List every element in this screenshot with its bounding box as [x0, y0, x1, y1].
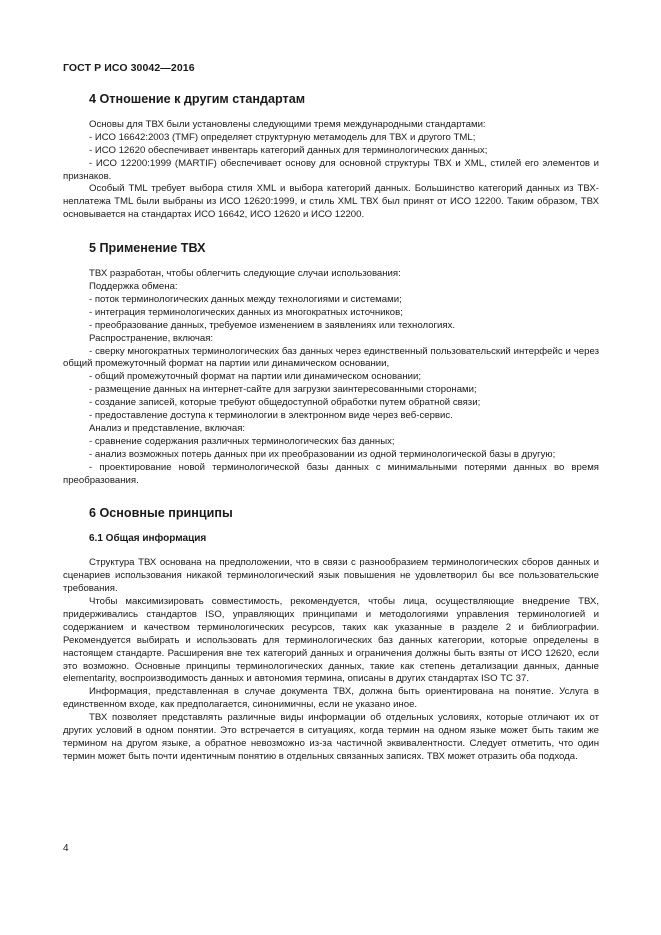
- paragraph: Чтобы максимизировать совместимость, рекомендуется, чтобы лица, осуществляющие внедрение ТВХ, придерживались стандартов ISO, управляющих принципами и методологиями управления терминологией и содержанием и качеством терминологических ресурсов, таких как указанные в разделе 2 и библиографии. Рекомендуется выбирать и использовать для терминологических баз данных категории, которые определены в настоящем стандарте. Расширения вне тех категорий данных и ограничения должны быть взяты от ИСО 12620, если это возможно. Основные принципы терминологических данных, такие как степень детализации данных, данные elementarity, воспроизводимость данных и автономия термина, описаны в других стандартах ISO ТС 37.: [63, 596, 599, 685]
- list-item: - общий промежуточный формат на партии или динамическом основании;: [89, 371, 422, 383]
- page-number: 4: [63, 843, 69, 854]
- list-item: - предоставление доступа к терминологии в электронном виде через веб-сервис.: [89, 410, 453, 422]
- list-item: - сверку многократных терминологических баз данных через единственный пользовательский интерфейс и через общий промежуточный формат на партии или динамическом основании,: [63, 345, 599, 370]
- list-item: - ИСО 12200:1999 (MARTIF) обеспечивает основу для основной структуры ТВХ и XML, стилей его элементов и признаков.: [63, 157, 599, 182]
- page-content: [63, 87, 599, 764]
- list-item: - ИСО 12620 обеспечивает инвентарь категорий данных для терминологических данных;: [89, 144, 488, 156]
- section-5-title: 5 Применение ТВХ: [89, 241, 206, 256]
- list-item: - поток терминологических данных между технологиями и системами;: [89, 293, 402, 305]
- paragraph: Основы для ТВХ были установлены следующими тремя международными стандартами:: [89, 118, 486, 130]
- paragraph: Особый TML требует выбора стиля XML и выбора категорий данных. Большинство категорий данных из ТВХ-неплатежа TML были выбраны из ИСО 12620:1999, и стиль XML ТВХ был принят от ИСО 12200. Таким образом, ТВХ основывается на стандартах ИСО 16642, ИСО 12620 и ИСО 12200.: [63, 183, 599, 221]
- paragraph: ТВХ позволяет представлять различные виды информации об отдельных условиях, которые отличают их от других условий в одном понятии. Это встречается в ситуациях, когда термин на одном языке может быть таким же термином на другом языке, а обратное невозможно из-за частичной эквивалентности. Следует отметить, что один термин может быть почти идентичным понятию в отдельных связанных записях. ТВХ может отразить оба подхода.: [63, 712, 599, 762]
- subsection-6-1-title: 6.1 Общая информация: [89, 533, 207, 545]
- list-item: - преобразование данных, требуемое изменением в заявлениях или технологиях.: [89, 319, 456, 331]
- list-item: - интеграция терминологических данных из многократных источников;: [89, 306, 403, 318]
- paragraph: Поддержка обмена:: [89, 280, 178, 292]
- document-header: ГОСТ Р ИСО 30042—2016: [63, 62, 195, 74]
- section-4-title: 4 Отношение к другим стандартам: [89, 92, 306, 106]
- paragraph: ТВХ разработан, чтобы облегчить следующие случаи использования:: [89, 268, 401, 280]
- paragraph: Структура ТВХ основана на предположении, что в связи с разнообразием терминологических сборов данных и сценариев использования никакой терминологический язык повышения не удовлетворил бы все пользовательские требования.: [63, 557, 599, 595]
- list-item: - создание записей, которые требуют общедоступной обработки путем обратной связи;: [89, 397, 481, 409]
- list-item: - размещение данных на интернет-сайте для загрузки заинтересованными сторонами;: [89, 384, 477, 396]
- list-item: - проектирование новой терминологической базы данных с минимальными потерями данных во время преобразования.: [63, 461, 599, 486]
- list-item: - ИСО 16642:2003 (TMF) определяет структурную метамодель для ТВХ и другого TML;: [89, 131, 476, 143]
- paragraph: Распространение, включая:: [89, 332, 214, 344]
- list-item: - сравнение содержания различных терминологических баз данных;: [89, 435, 395, 447]
- section-6-title: 6 Основные принципы: [89, 506, 233, 521]
- paragraph: Анализ и представление, включая:: [89, 422, 246, 434]
- paragraph: Информация, представленная в случае документа ТВХ, должна быть ориентирована на понятие. Услуга в единственном входе, как предполагается, синонимичны, если не указано иное.: [63, 686, 599, 711]
- list-item: - анализ возможных потерь данных при их преобразовании из одной терминологической базы в другую;: [89, 448, 556, 460]
